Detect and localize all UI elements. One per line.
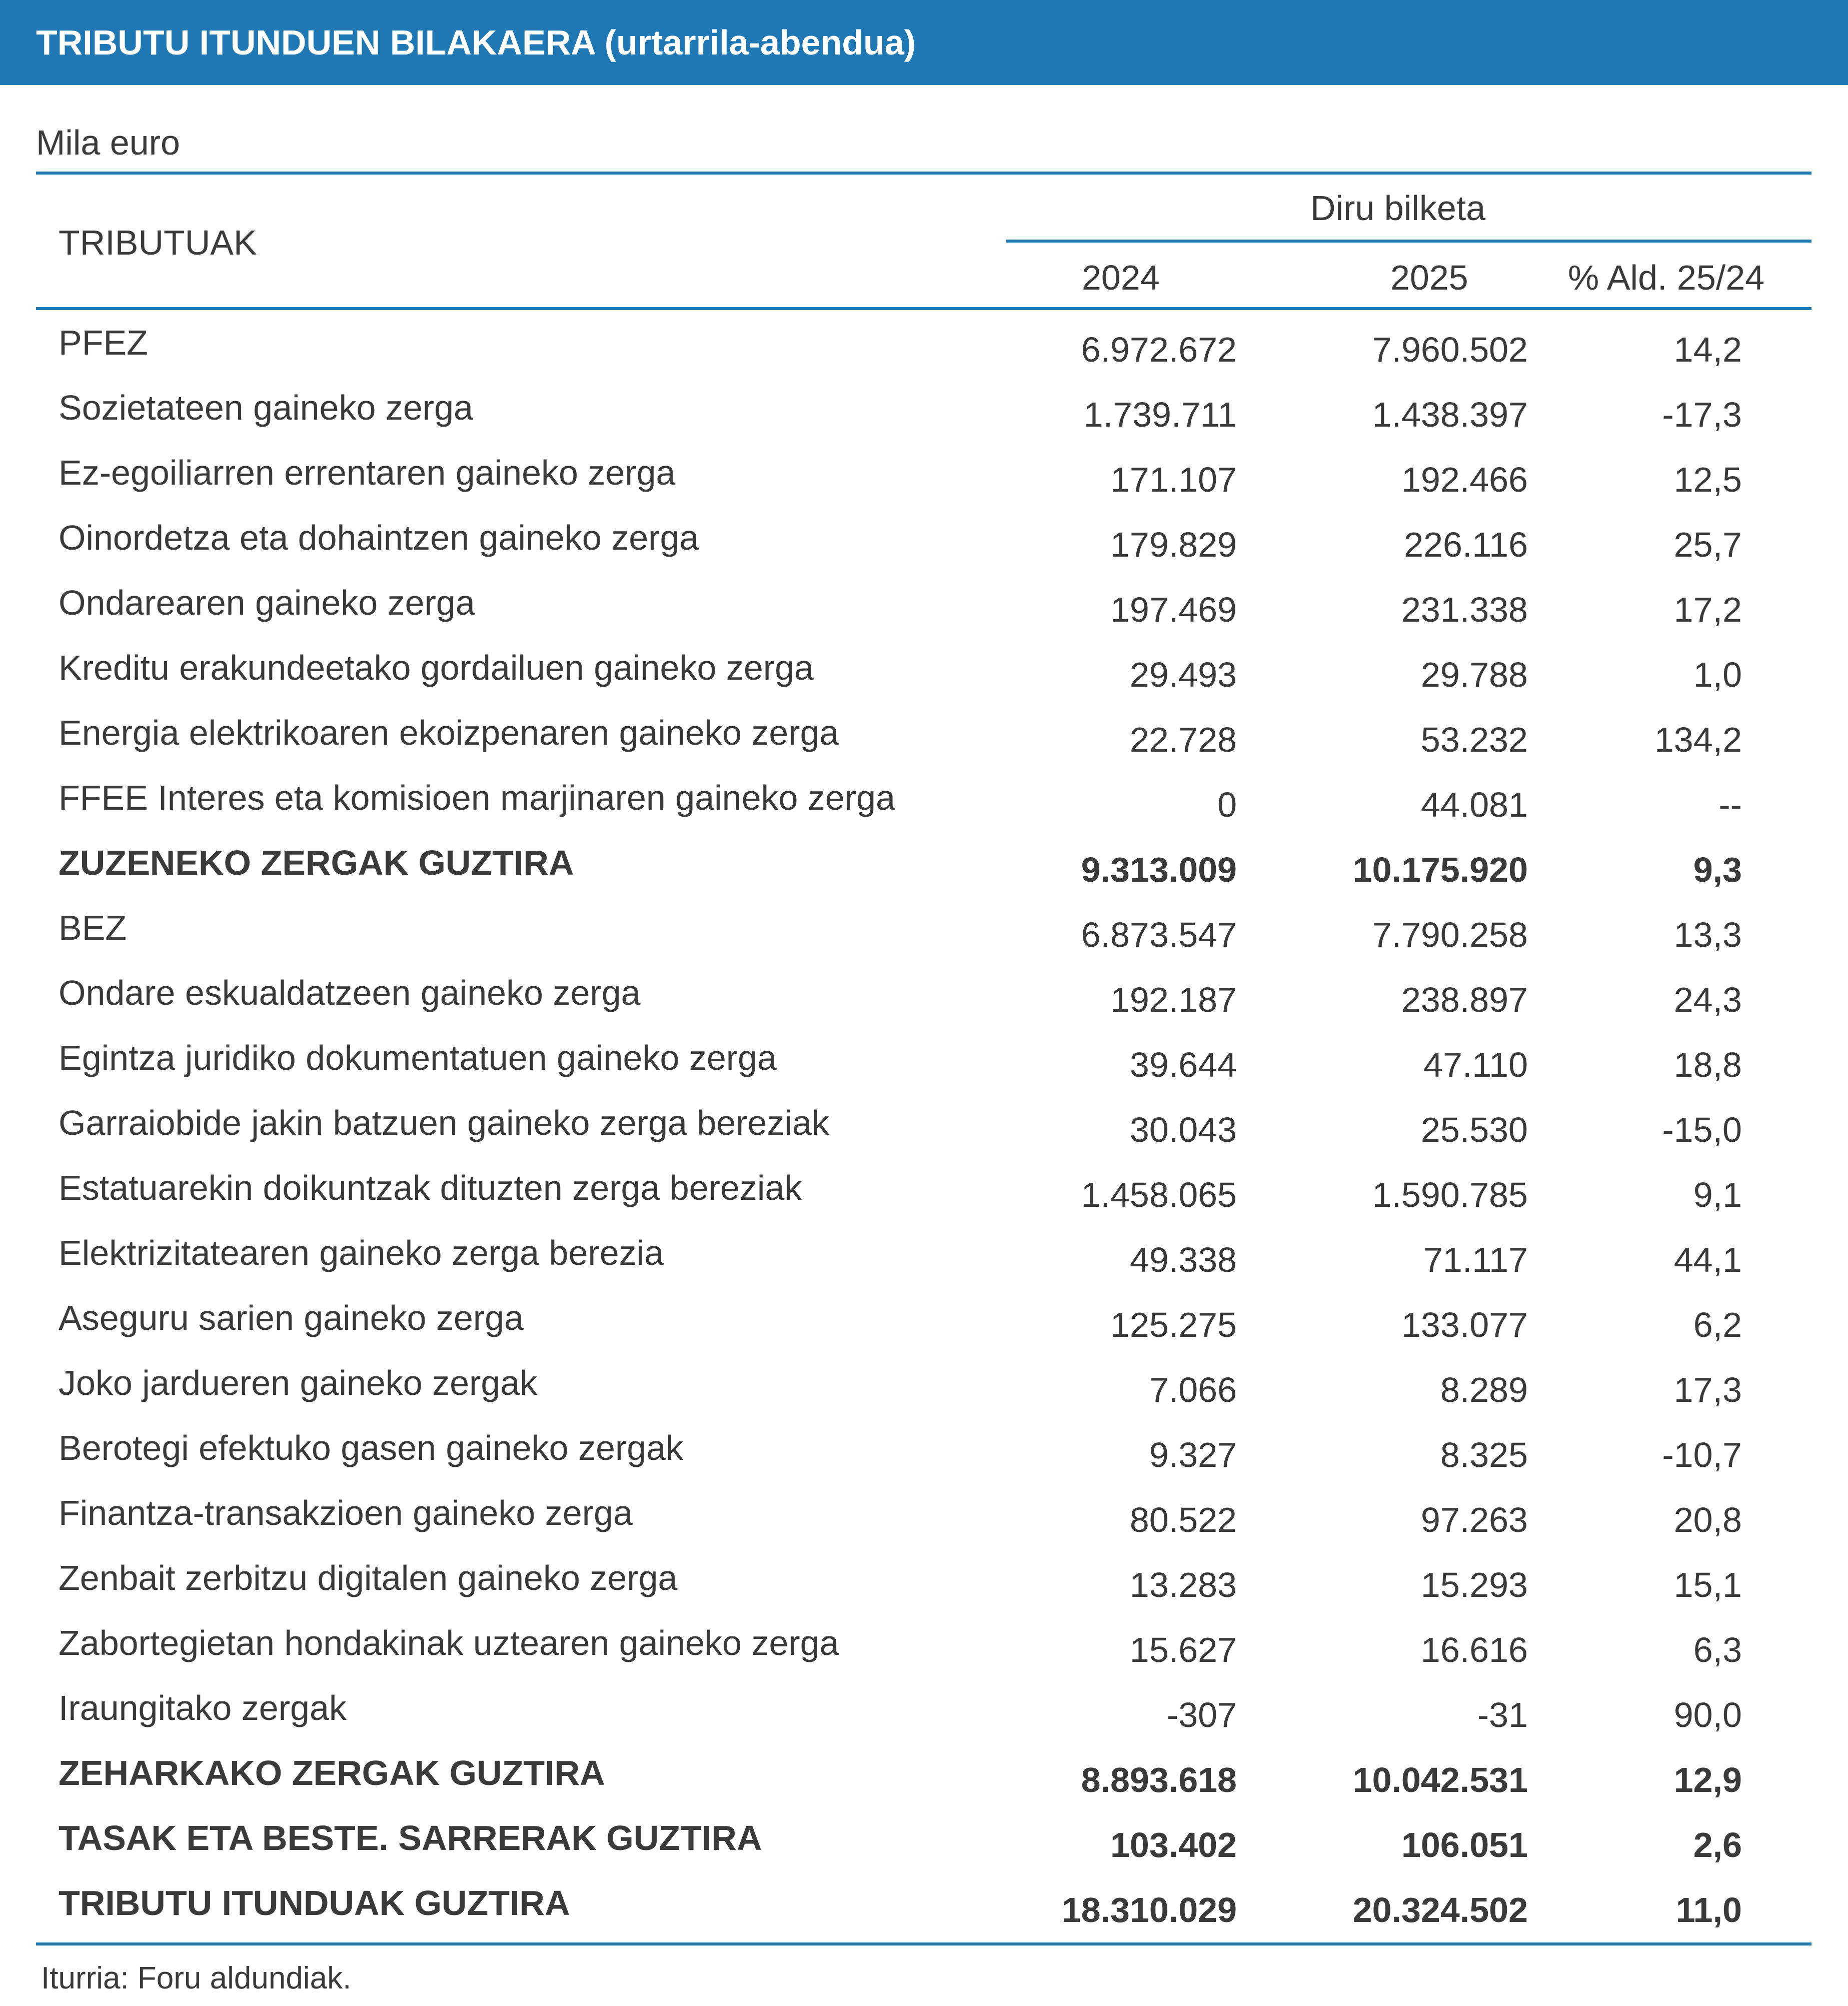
value-2024: 1.458.065 — [1081, 1175, 1237, 1214]
table-row — [0, 1420, 1848, 1485]
row-label: PFEZ — [59, 323, 148, 362]
value-2025: 71.117 — [1423, 1240, 1528, 1279]
value-2025: 16.616 — [1420, 1630, 1528, 1669]
row-label: BEZ — [59, 908, 127, 947]
table-row — [0, 1485, 1848, 1550]
table-row — [0, 380, 1848, 445]
row-label: Elektrizitatearen gaineko zerga berezia — [59, 1233, 664, 1272]
value-2024: 179.829 — [1110, 525, 1237, 564]
value-pct: 15,1 — [1673, 1565, 1742, 1604]
value-2025: 231.338 — [1401, 590, 1528, 629]
table-title: TRIBUTU ITUNDUEN BILAKAERA (urtarrila-abendua) — [36, 23, 916, 62]
table-row — [0, 1290, 1848, 1355]
row-label: Iraungitako zergak — [59, 1688, 347, 1727]
value-pct: 14,2 — [1673, 330, 1742, 369]
header-group-diru-bilketa: Diru bilketa — [1310, 189, 1486, 228]
row-label: Zenbait zerbitzu digitalen gaineko zerga — [59, 1558, 678, 1597]
table-row — [0, 315, 1848, 380]
value-pct: -15,0 — [1662, 1110, 1742, 1149]
header-2025: 2025 — [1390, 258, 1468, 297]
value-2024: -307 — [1166, 1695, 1237, 1734]
table-total-row — [0, 835, 1848, 900]
table-row — [0, 1030, 1848, 1095]
value-2025: -31 — [1477, 1695, 1528, 1734]
row-label: Energia elektrikoaren ekoizpenaren gaineko zerga — [59, 713, 839, 752]
row-label: Ez-egoiliarren errentaren gaineko zerga — [59, 453, 676, 492]
value-pct: 24,3 — [1673, 980, 1742, 1019]
value-2024: 7.066 — [1149, 1370, 1237, 1409]
value-2025: 7.790.258 — [1372, 915, 1528, 954]
value-2025: 192.466 — [1401, 460, 1528, 499]
value-2024: 9.313.009 — [1081, 850, 1237, 889]
table-row — [0, 640, 1848, 705]
value-2025: 7.960.502 — [1372, 330, 1528, 369]
row-label: ZUZENEKO ZERGAK GUZTIRA — [59, 843, 574, 882]
row-label: Ondare eskualdatzeen gaineko zerga — [59, 973, 641, 1012]
value-2025: 53.232 — [1420, 720, 1528, 759]
table-row — [0, 510, 1848, 575]
row-label: Sozietateen gaineko zerga — [59, 388, 473, 427]
value-2025: 25.530 — [1420, 1110, 1528, 1149]
table-row — [0, 1355, 1848, 1420]
value-pct: 6,2 — [1693, 1305, 1742, 1344]
value-pct: 44,1 — [1673, 1240, 1742, 1279]
title-bar — [0, 0, 1848, 85]
value-2025: 20.324.502 — [1352, 1890, 1528, 1929]
source-note: Iturria: Foru aldundiak. — [41, 1961, 352, 1995]
table-row — [0, 965, 1848, 1030]
row-label: Finantza-transakzioen gaineko zerga — [59, 1493, 633, 1532]
value-pct: 11,0 — [1675, 1890, 1742, 1929]
value-2024: 13.283 — [1129, 1565, 1237, 1604]
group-rule — [1006, 240, 1811, 243]
value-pct: 17,3 — [1673, 1370, 1742, 1409]
table-row — [0, 900, 1848, 965]
row-label: Garraiobide jakin batzuen gaineko zerga bereziak — [59, 1103, 829, 1142]
table-row — [0, 705, 1848, 770]
row-label: TASAK ETA BESTE. SARRERAK GUZTIRA — [59, 1818, 762, 1857]
table-row — [0, 1225, 1848, 1290]
value-2024: 125.275 — [1110, 1305, 1237, 1344]
value-pct: 9,1 — [1693, 1175, 1742, 1214]
table-row — [0, 575, 1848, 640]
value-2024: 192.187 — [1110, 980, 1237, 1019]
value-pct: 6,3 — [1693, 1630, 1742, 1669]
value-2024: 30.043 — [1129, 1110, 1237, 1149]
value-pct: 2,6 — [1693, 1825, 1742, 1864]
value-2025: 44.081 — [1420, 785, 1528, 824]
header-rule — [36, 307, 1811, 310]
value-2024: 80.522 — [1129, 1500, 1237, 1539]
value-pct: 12,9 — [1673, 1760, 1742, 1799]
value-2024: 197.469 — [1110, 590, 1237, 629]
table-total-row — [0, 1875, 1848, 1940]
table-body — [0, 315, 1848, 1940]
row-label: ZEHARKAKO ZERGAK GUZTIRA — [59, 1753, 605, 1792]
row-label: TRIBUTU ITUNDUAK GUZTIRA — [59, 1883, 570, 1922]
value-2025: 8.325 — [1440, 1435, 1528, 1474]
value-pct: -17,3 — [1662, 395, 1742, 434]
value-2025: 226.116 — [1404, 525, 1528, 564]
value-2025: 238.897 — [1401, 980, 1528, 1019]
header-tributes: TRIBUTUAK — [59, 223, 257, 262]
value-pct: 25,7 — [1673, 525, 1742, 564]
value-2025: 10.042.531 — [1352, 1760, 1528, 1799]
value-pct: 17,2 — [1673, 590, 1742, 629]
value-2025: 47.110 — [1423, 1045, 1528, 1084]
row-label: Aseguru sarien gaineko zerga — [59, 1298, 524, 1337]
table-row — [0, 770, 1848, 835]
value-2025: 106.051 — [1401, 1825, 1528, 1864]
table-total-row — [0, 1745, 1848, 1810]
unit-label: Mila euro — [36, 123, 180, 162]
value-pct: -10,7 — [1662, 1435, 1742, 1474]
value-2025: 97.263 — [1420, 1500, 1528, 1539]
value-2024: 171.107 — [1110, 460, 1237, 499]
value-2025: 1.590.785 — [1372, 1175, 1528, 1214]
value-pct: 20,8 — [1673, 1500, 1742, 1539]
value-2024: 22.728 — [1129, 720, 1237, 759]
row-label: Joko jardueren gaineko zergak — [59, 1363, 538, 1402]
table-row — [0, 1095, 1848, 1160]
value-2024: 103.402 — [1110, 1825, 1237, 1864]
value-pct: 9,3 — [1693, 850, 1742, 889]
table-row — [0, 1550, 1848, 1615]
value-2024: 15.627 — [1129, 1630, 1237, 1669]
row-label: Kreditu erakundeetako gordailuen gaineko zerga — [59, 648, 814, 687]
table-row — [0, 1615, 1848, 1680]
value-pct: 12,5 — [1673, 460, 1742, 499]
row-label: Zabortegietan hondakinak uztearen gaineko zerga — [59, 1623, 839, 1662]
value-2025: 8.289 — [1440, 1370, 1528, 1409]
row-label: Egintza juridiko dokumentatuen gaineko zerga — [59, 1038, 777, 1077]
value-2024: 39.644 — [1129, 1045, 1237, 1084]
value-pct: 13,3 — [1673, 915, 1742, 954]
bottom-rule — [36, 1942, 1811, 1945]
value-2024: 9.327 — [1149, 1435, 1237, 1474]
value-2025: 29.788 — [1420, 655, 1528, 694]
row-label: FFEE Interes eta komisioen marjinaren gaineko zerga — [59, 778, 896, 817]
value-2024: 1.739.711 — [1083, 395, 1237, 434]
row-label: Estatuarekin doikuntzak dituzten zerga bereziak — [59, 1168, 802, 1207]
row-label: Berotegi efektuko gasen gaineko zergak — [59, 1428, 684, 1467]
top-rule — [36, 172, 1811, 175]
row-label: Oinordetza eta dohaintzen gaineko zerga — [59, 518, 699, 557]
value-2024: 6.873.547 — [1081, 915, 1237, 954]
table-row — [0, 1680, 1848, 1745]
value-2024: 6.972.672 — [1081, 330, 1237, 369]
value-2025: 15.293 — [1420, 1565, 1528, 1604]
row-label: Ondarearen gaineko zerga — [59, 583, 475, 622]
table-total-row — [0, 1810, 1848, 1875]
value-2025: 133.077 — [1401, 1305, 1528, 1344]
value-2024: 8.893.618 — [1081, 1760, 1237, 1799]
value-pct: 90,0 — [1673, 1695, 1742, 1734]
value-2025: 10.175.920 — [1352, 850, 1528, 889]
table-row — [0, 1160, 1848, 1225]
value-2024: 49.338 — [1129, 1240, 1237, 1279]
value-2024: 29.493 — [1129, 655, 1237, 694]
header-pct: % Ald. 25/24 — [1568, 258, 1765, 297]
value-2024: 0 — [1217, 785, 1237, 824]
value-2024: 18.310.029 — [1061, 1890, 1237, 1929]
value-pct: -- — [1718, 785, 1742, 824]
table-row — [0, 445, 1848, 510]
value-pct: 1,0 — [1693, 655, 1742, 694]
value-2025: 1.438.397 — [1372, 395, 1528, 434]
value-pct: 134,2 — [1654, 720, 1742, 759]
header-2024: 2024 — [1082, 258, 1160, 297]
value-pct: 18,8 — [1673, 1045, 1742, 1084]
